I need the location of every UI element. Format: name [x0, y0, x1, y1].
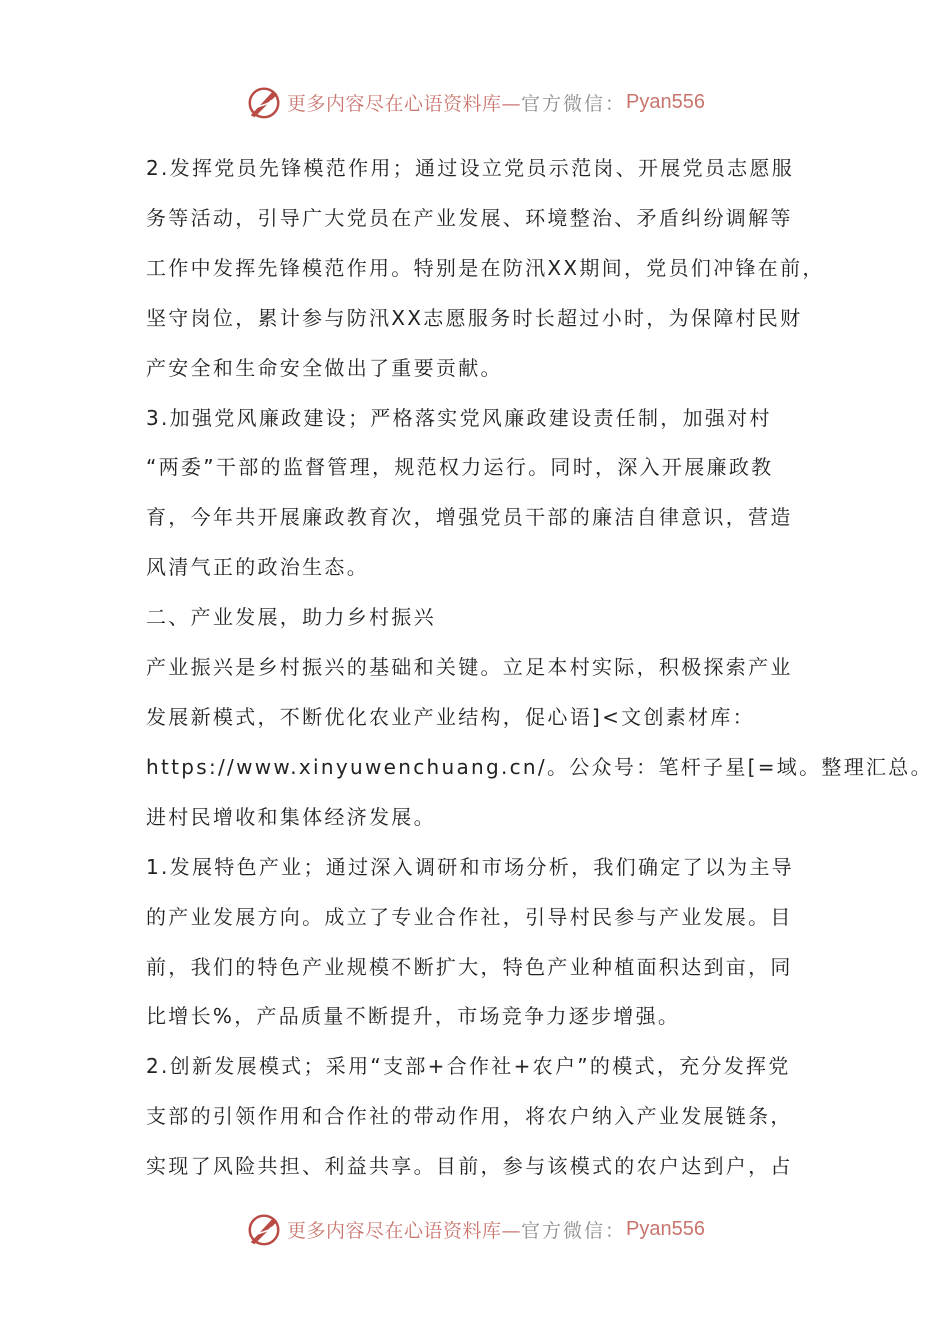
- text-line: 务等活动，引导广大党员在产业发展、环境整治、矛盾纠纷调解等: [146, 205, 793, 230]
- text-line: 前，我们的特色产业规模不断扩大，特色产业种植面积达到亩，同: [146, 954, 793, 979]
- text-line: 的产业发展方向。成立了专业合作社，引导村民参与产业发展。目: [146, 904, 793, 929]
- pen-logo-icon: [245, 1210, 283, 1248]
- text-line: 支部的引领作用和合作社的带动作用，将农户纳入产业发展链条，: [146, 1104, 793, 1129]
- footer-banner: [0, 1207, 950, 1251]
- banner-wechat-id: Pyan556: [626, 90, 705, 113]
- banner-wechat-label: 官方微信：: [521, 1219, 627, 1242]
- text-line: 产安全和生命安全做出了重要贡献。: [146, 355, 503, 380]
- text-line: 进村民增收和集体经济发展。: [146, 804, 436, 829]
- text-line: https://www.xinyuwenchuang.cn/。公众号：笔杆子星[=域。整理汇总。: [146, 754, 933, 779]
- text-line: 育，今年共开展廉政教育次，增强党员干部的廉洁自律意识，营造: [146, 505, 793, 530]
- banner-wechat-label: 官方微信：: [521, 92, 627, 115]
- pen-logo-icon: [245, 83, 283, 121]
- text-line: 工作中发挥先锋模范作用。特别是在防汛XX期间，党员们冲锋在前，: [146, 255, 825, 280]
- banner-wechat-id: Pyan556: [626, 1217, 705, 1240]
- text-line: 比增长%，产品质量不断提升，市场竞争力逐步增强。: [146, 1004, 681, 1029]
- text-line: 产业振兴是乡村振兴的基础和关键。立足本村实际，积极探索产业: [146, 655, 793, 680]
- text-line: 2.发挥党员先锋模范作用；通过设立党员示范岗、开展党员志愿服: [146, 156, 795, 180]
- text-line: “两委”干部的监督管理，规范权力运行。同时，深入开展廉政教: [146, 455, 774, 480]
- text-line: 实现了风险共担、利益共享。目前，参与该模式的农户达到户，占: [146, 1154, 793, 1179]
- text-line: 发展新模式，不断优化农业产业结构，促心语]<文创素材库：: [146, 704, 755, 729]
- banner-main-text: 更多内容尽在心语资料库—: [287, 92, 522, 115]
- text-line: 坚守岗位，累计参与防汛XX志愿服务时长超过小时，为保障村民财: [146, 305, 803, 330]
- text-line: 3.加强党风廉政建设；严格落实党风廉政建设责任制，加强对村: [146, 405, 772, 430]
- section-heading: 二、产业发展，助力乡村振兴: [146, 605, 436, 630]
- banner-main-text: 更多内容尽在心语资料库—: [287, 1219, 522, 1242]
- text-line: 2.创新发展模式；采用“支部+合作社+农户”的模式，充分发挥党: [146, 1054, 791, 1079]
- text-line: 风清气正的政治生态。: [146, 555, 369, 580]
- text-line: 1.发展特色产业；通过深入调研和市场分析，我们确定了以为主导: [146, 854, 795, 879]
- document-body: [146, 144, 933, 1192]
- header-banner: [0, 80, 950, 124]
